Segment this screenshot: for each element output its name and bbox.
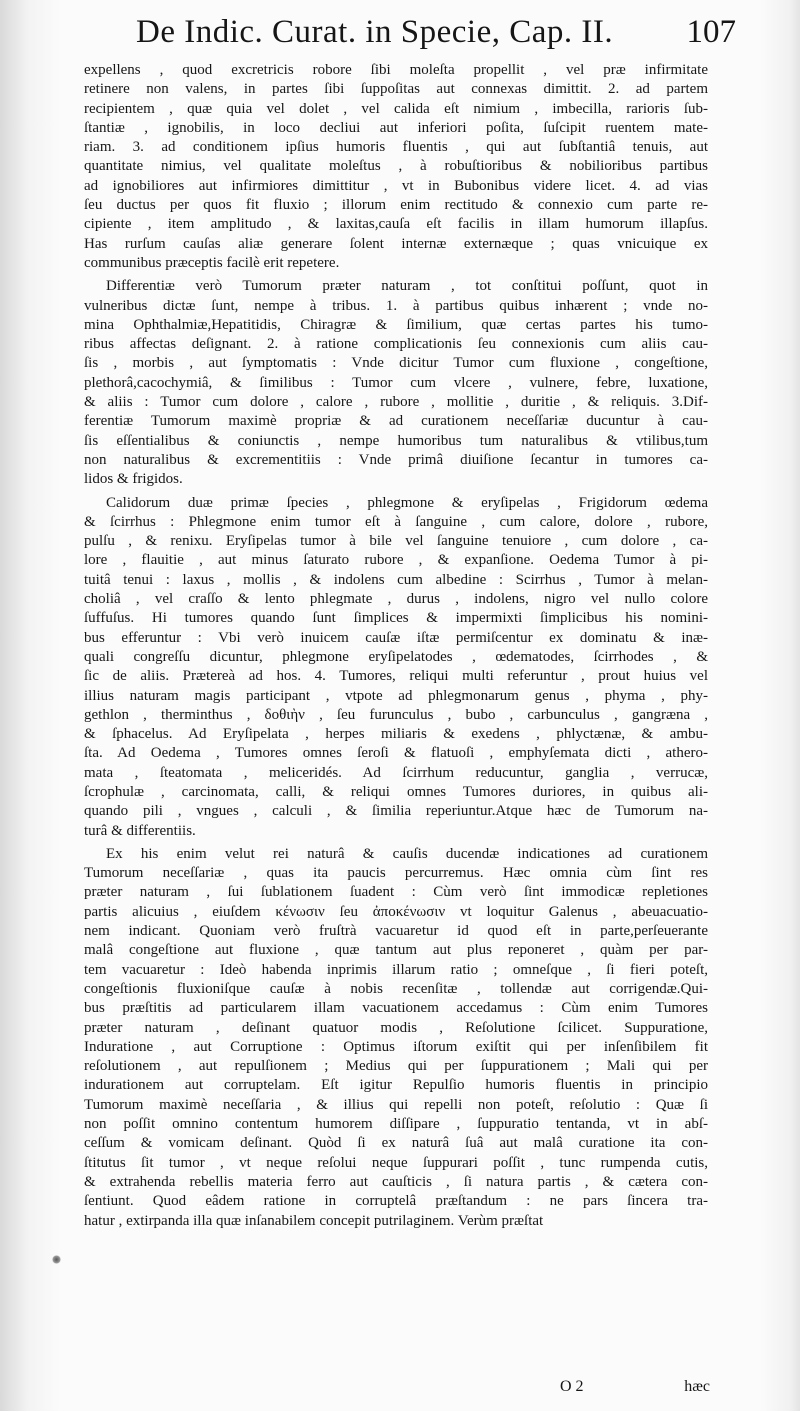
- text-line: tem vacuaretur : Ideò habenda inprimis illarum ratio ; omneſque , ſi fieri poteſt,: [84, 961, 708, 978]
- text-line: ſtitutus ſit tumor , vt neque reſolui neque ſuppurari poſſit , tunc rumpenda cutis,: [84, 1154, 708, 1171]
- text-line: indurationem aut corruptelam. Eſt igitur Repulſio humoris fluentis in principio: [84, 1077, 708, 1094]
- text-line: quali congreſſu dicuntur, phlegmone eryſipelatodes , œdematodes, ſcirrhodes , &: [84, 648, 708, 665]
- text-line: bus efferuntur : Vbi verò inuicem cauſæ iſtæ permiſcentur ex dominatu & inæ-: [84, 629, 708, 646]
- text-line: recipientem , quæ quia vel dolet , vel calida eſt nimium , imbecilla, rarioris ſub-: [84, 100, 708, 117]
- text-line: reſolutionem , aut repulſionem ; Medius qui per ſuppurationem ; Mali qui per: [84, 1058, 708, 1075]
- text-line: retinere non valens, in partes ſibi ſuppoſitas aut connexas dimittit. 2. ad partem: [84, 81, 708, 98]
- text-line: ſentiunt. Quod eâdem ratione in corruptelâ præſtandum : ne pars ſincera tra-: [84, 1193, 708, 1210]
- text-line: ferentiæ Tumorum maximè propriæ & ad curationem neceſſariæ ducuntur à cau-: [84, 413, 708, 430]
- paragraph: [84, 61, 708, 273]
- page-footer: [560, 1378, 710, 1402]
- text-line: malâ congeſtione aut fluxione , quæ tantum aut plus reponeret , quàm per par-: [84, 942, 708, 959]
- text-line: bus præſtitis ad particularem illam vacuationem accedamus : Cùm enim Tumores: [84, 1000, 708, 1017]
- paragraph: [84, 277, 708, 489]
- text-line: choliâ , vel craſſo & lento phlegmate , durus , indolens, nigro vel nullo colore: [84, 591, 708, 608]
- text-line: Calidorum duæ primæ ſpecies , phlegmone & eryſipelas , Frigidorum œdema: [106, 494, 708, 511]
- text-line: mina Ophthalmiæ,Hepatitidis, Chiragræ & ſimilium, quæ certas partes his tumo-: [84, 316, 708, 333]
- text-line: ſeu ductus per quos fit fluxio ; illorum enim rectitudo & connexio cum parte re-: [84, 197, 708, 214]
- text-line: ſis eſſentialibus & coniunctis , nempe humoribus tum naturalibus & vtilibus,tum: [84, 432, 708, 449]
- text-line: ſis , morbis , aut ſymptomatis : Vnde dicitur Tumor cum fluxione , congeſtione,: [84, 355, 708, 372]
- text-line: & ſphacelus. Ad Eryſipelata , herpes miliaris & exedens , phlyctænæ, & ambu-: [84, 726, 708, 743]
- text-line: plethorâ,cacochymiâ, & ſimilibus : Tumor cum vlcere , vulnere, febre, luxatione,: [84, 374, 708, 391]
- text-line: & ſcirrhus : Phlegmone enim tumor eſt à ſanguine , cum calore, dolore , rubore,: [84, 513, 708, 530]
- page-header: [136, 14, 736, 58]
- text-line: ſuffuſus. Hi tumores quando ſunt ſimplices & impermixti ſimplicibus his nomini-: [84, 610, 708, 627]
- text-line: Tumorum neceſſariæ , quas ita paucis percurremus. Hæc omnia cùm ſint res: [84, 865, 708, 882]
- text-line: ſta. Ad Oedema , Tumores omnes ſeroſi & flatuoſi , emphyſemata dicti , athero-: [84, 745, 708, 762]
- text-line: Ex his enim velut rei naturâ & cauſis ducendæ indicationes ad curationem: [106, 845, 708, 862]
- text-line: quando pili , vngues , calculi , & ſimilia reperiuntur.Atque hæc de Tumorum na-: [84, 803, 708, 820]
- text-line: ſtantiæ , ignobilis, in loco decliui aut inferiori poſita, ſuſcipit ruentem mate-: [84, 119, 708, 136]
- text-line: nem indicant. Quoniam verò fruſtrà vacuaretur id quod eſt in parte,perſeuerante: [84, 923, 708, 940]
- text-line: hatur , extirpanda illa quæ inſanabilem concepit putrilaginem. Verùm præſtat: [84, 1212, 544, 1229]
- body-text: [84, 61, 708, 1371]
- text-line: riam. 3. ad conditionem ipſius humoris fluentis , qui aut ſubſtantiâ tenuis, aut: [84, 139, 708, 156]
- text-line: Differentiæ verò Tumorum præter naturam , tot conſtitui poſſunt, quot in: [106, 278, 708, 295]
- text-line: mata , ſteatomata , meliceridés. Ad ſcirrhum reducuntur, ganglia , verrucæ,: [84, 764, 708, 781]
- paragraph: [84, 494, 708, 841]
- text-line: lidos & frigidos.: [84, 471, 183, 488]
- text-line: ribus affectas deſignant. 2. à ratione complicationis ſeu connexionis cum aliis cau-: [84, 336, 708, 353]
- text-line: illius naturam magis participant , vtpote ad phlegmonarum genus , phyma , phy-: [84, 687, 708, 704]
- text-line: Induratione , aut Corruptione : Optimus iſtorum exiſtit qui per inſenſibilem fit: [84, 1038, 708, 1055]
- text-line: Tumorum maximè neceſſaria , & illius qui repelli non poteſt, reſolutio : Quæ ſi: [84, 1096, 708, 1113]
- text-line: gethlon , therminthus , δοθιὴν , ſeu furunculus , bubo , carbunculus , gangræna ,: [84, 706, 708, 723]
- text-line: partis alicuius , eiuſdem κένωσιν ſeu ἀποκένωσιν vt loquitur Galenus , abeuacuatio-: [84, 903, 708, 920]
- page-number: 107: [686, 14, 736, 50]
- ink-spot: [52, 1255, 61, 1264]
- signature-mark: O 2: [560, 1378, 584, 1395]
- text-line: communibus præceptis facilè erit repetere.: [84, 254, 340, 271]
- text-line: pulſu , & renixu. Eryſipelas tumor à bile vel ſanguine tenuiore , cum dolore , ca-: [84, 533, 708, 550]
- text-line: non naturalibus & excrementitiis : Vnde primâ diuiſione ſecantur in tumores ca-: [84, 451, 708, 468]
- text-line: ad ignobiliores aut infirmiores dimittitur , vt in Bubonibus videre licet. 4. ad vias: [84, 177, 708, 194]
- text-line: expellens , quod excretricis robore ſibi moleſta propellit , vel præ infirmitate: [84, 62, 708, 78]
- text-line: turâ & differentiis.: [84, 822, 196, 839]
- text-line: & aliis : Tumor cum dolore , calore , rubore , mollitie , duritie , & reliquis. 3.Dif-: [84, 394, 708, 411]
- text-line: præter naturam , ſui ſublationem ſuadent : Cùm verò ſint immodicæ repletiones: [84, 884, 708, 901]
- text-line: congeſtionis fluxioniſque cauſæ à nobis recenſitæ , tollendæ aut corrigendæ.Qui-: [84, 980, 708, 997]
- text-line: ſic de aliis. Prætereà ad hos. 4. Tumores, reliqui multi referuntur , prout huius vel: [84, 668, 708, 685]
- text-line: non poſſit omnino contentum humorem diſſipare , ſuppuratio tentanda, vt in abſ-: [84, 1116, 708, 1133]
- text-line: ceſſum & vomicam deſinant. Quòd ſi ex naturâ ſuâ aut malâ curatione ita con-: [84, 1135, 708, 1152]
- running-head: De Indic. Curat. in Specie, Cap. II.: [136, 14, 614, 50]
- text-line: lore , flauitie , aut minus ſaturato rubore , & expanſione. Oedema Tumor à pi-: [84, 552, 708, 569]
- paragraph: [84, 845, 708, 1231]
- text-line: Has rurſum cauſas aliæ generare ſolent internæ externæque ; quas vnicuique ex: [84, 235, 708, 252]
- text-line: & extrahenda rebellis materia ferro aut cauſticis , ſi natura partis , & cætera con-: [84, 1173, 708, 1190]
- text-line: tuitâ tenui : laxus , mollis , & indolens cum albedine : Scirrhus , Tumor à melan-: [84, 571, 708, 588]
- catchword: hæc: [684, 1378, 710, 1395]
- text-line: cipiente , item amplitudo , & laxitas,cauſa eſt facilis in illam humorum illapſus.: [84, 216, 708, 233]
- text-line: præter naturam , deſinant quatuor modis , Reſolutione ſcilicet. Suppuratione,: [84, 1019, 708, 1036]
- text-line: quantitate nimius, vel qualitate moleſtus , à robuſtioribus & nobilioribus partibus: [84, 158, 708, 175]
- text-line: ſcrophulæ , carcinomata, calli, & reliqui omnes Tumores duriores, in quibus ali-: [84, 783, 708, 800]
- text-line: vulneribus dictæ ſunt, nempe à tribus. 1. à partibus quibus inhærent ; vnde no-: [84, 297, 708, 314]
